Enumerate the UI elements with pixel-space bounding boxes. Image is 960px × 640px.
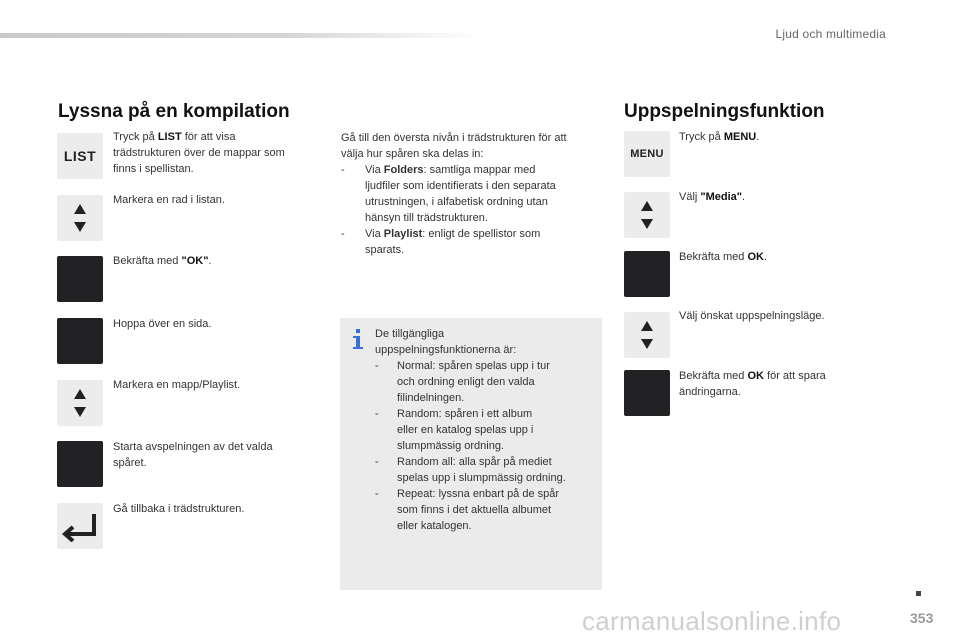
step-press-menu: Tryck på MENU.: [679, 131, 760, 143]
step-skip-page: Hoppa över en sida.: [113, 318, 212, 330]
menu-button-label: MENU: [630, 148, 664, 160]
heading-playback-function: Uppspelningsfunktion: [624, 101, 825, 122]
arrow-up-icon: [74, 389, 86, 399]
page-number: 353: [910, 610, 934, 626]
arrow-down-icon: [641, 339, 653, 349]
up-down-button: [624, 192, 670, 238]
list-button: [57, 133, 103, 179]
step-select-media: Välj "Media".: [679, 191, 746, 203]
up-down-button: [624, 312, 670, 358]
header-rule: [0, 33, 480, 38]
ok-button: [624, 251, 670, 297]
page-marker: [916, 591, 921, 596]
info-icon: [352, 329, 364, 349]
arrow-down-icon: [74, 222, 86, 232]
step-mark-folder: Markera en mapp/Playlist.: [113, 379, 241, 391]
arrow-up-icon: [641, 201, 653, 211]
return-arrow-icon: [61, 510, 99, 542]
up-down-button: [57, 380, 103, 426]
arrow-up-icon: [641, 321, 653, 331]
arrow-down-icon: [641, 219, 653, 229]
page-skip-button: [57, 318, 103, 364]
info-box: [340, 318, 602, 590]
section-label: Ljud och multimedia: [775, 27, 886, 41]
ok-button: [624, 370, 670, 416]
ok-button: [57, 256, 103, 302]
arrow-down-icon: [74, 407, 86, 417]
watermark: carmanualsonline.info: [582, 606, 842, 636]
arrow-up-icon: [74, 204, 86, 214]
heading-compilation: Lyssna på en kompilation: [58, 101, 290, 122]
up-down-button: [57, 195, 103, 241]
step-list: Tryck på LIST för att visa trädstrukturen över de mappar som finns i spellistan.: [113, 131, 285, 175]
step-select-mode: Välj önskat uppspelningsläge.: [679, 310, 825, 322]
play-button: [57, 441, 103, 487]
step-mark-row: Markera en rad i listan.: [113, 194, 225, 206]
step-start-playback: Starta avspelningen av det valda spåret.: [113, 441, 273, 469]
step-confirm-ok: Bekräfta med OK.: [679, 251, 768, 263]
back-button: [57, 503, 103, 549]
list-button-label: LIST: [63, 148, 97, 164]
step-go-back: Gå tillbaka i trädstrukturen.: [113, 503, 245, 515]
step-confirm-ok: Bekräfta med "OK".: [113, 255, 212, 267]
playback-modes-info: De tillgängliga uppspelningsfunktionerna är: - Normal: spåren spelas upp i tur och ordning enligt den valda filindelningen. - Random: spåren i ett album eller en katalog spelas upp i slumpmässig ordning. - Random all: alla spår på mediet spelas upp i slumpmässig ordning. - Repeat: lyssna enbart på de spår som finns i det aktuella albumet eller katalogen.: [375, 328, 566, 532]
step-save-changes: Bekräfta med OK för att spara ändringarna.: [679, 370, 826, 398]
grouping-instructions: Gå till den översta nivån i trädstrukturen för att välja hur spåren ska delas in: - Via Folders: samtliga mappar med ljudfiler som identifierats i den separata utrustningen, i alfabetisk ordning utan hänsyn till trädstrukturen. - Via Playlist: enligt de spellistor som sparats.: [341, 132, 567, 256]
menu-button: [624, 131, 670, 177]
